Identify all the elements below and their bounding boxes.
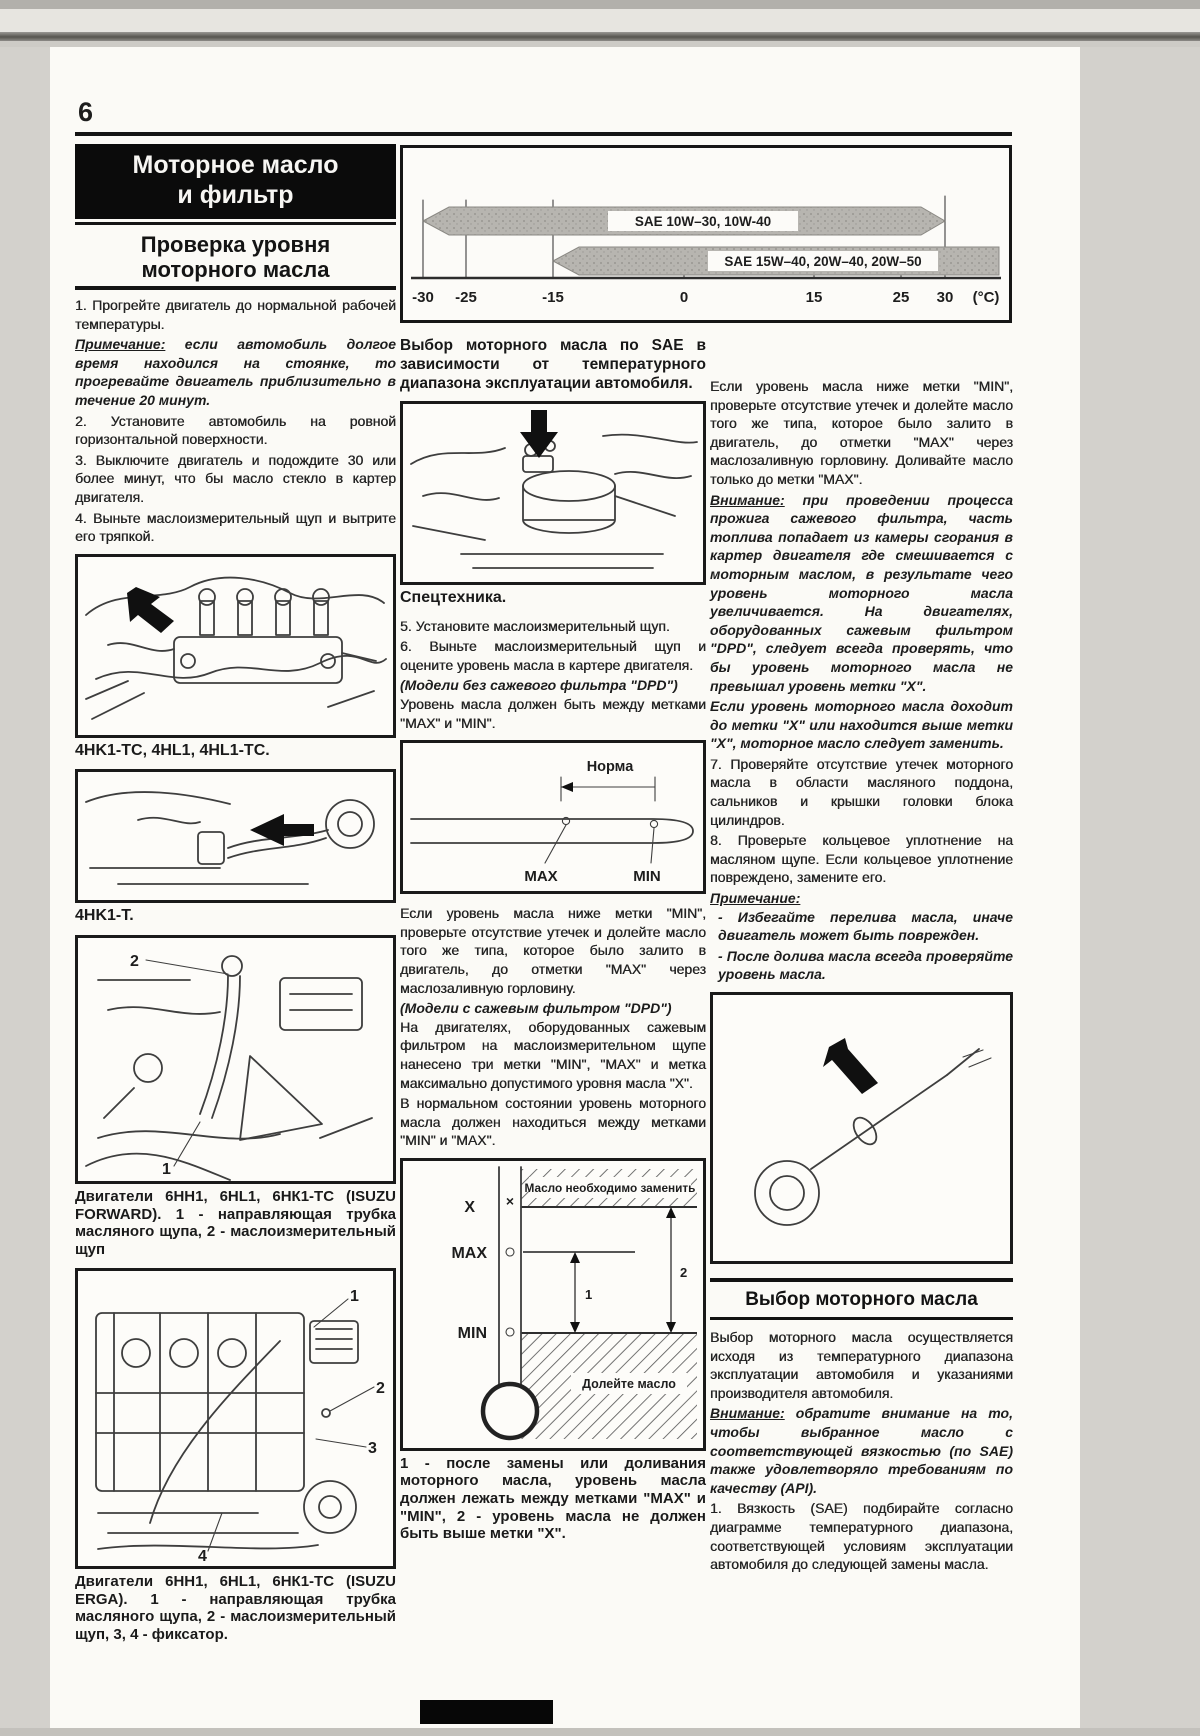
divider <box>75 286 396 290</box>
viscosity-paragraph: 1. Вязкость (SAE) подбирайте согласно диаграмме температурного диапазона, соответствующей условиям эксплуатации автомобиля до следующей замены масла. <box>710 1500 1013 1573</box>
step-8: 8. Проверьте кольцевое уплотнение на масляном щупе. Если кольцевое уплотнение повреждено, замените его. <box>710 832 1013 886</box>
level-requirement: Уровень масла должен быть между метками "MAX" и "MIN". <box>400 695 706 731</box>
note-label: Примечание: <box>710 890 801 907</box>
engine-line-art <box>78 557 393 735</box>
step-5: 5. Установите маслоизмерительный щуп. <box>400 617 670 634</box>
engine-figure-4hk1tc <box>75 554 396 738</box>
engine-figure-4hk1t <box>75 769 396 903</box>
engine-figure-forward <box>75 935 396 1184</box>
engine-figure-erga <box>75 1268 396 1569</box>
figure-caption: Двигатели 6НН1, 6HL1, 6НК1-ТС (ISUZU FORWARD). 1 - направляющая трубка масляного щупа, 2 - маслоизмерительный щуп <box>75 1187 396 1258</box>
note-item: - После долива масла всегда проверяйте уровень масла. <box>718 947 1013 983</box>
axis-unit-label: (°C) <box>972 289 1000 306</box>
page-number: 6 <box>78 97 94 127</box>
dipstick-norma-diagram <box>400 740 706 894</box>
dim-1-label: 1 <box>585 1286 593 1302</box>
manual-page <box>50 47 1080 1736</box>
norma-label: Норма <box>586 759 634 776</box>
tick-label: -15 <box>542 289 564 306</box>
note-paragraph <box>75 335 396 409</box>
norma-min-label: MIN <box>633 868 661 886</box>
normal-state-paragraph: В нормальном состоянии уровень моторного масла должен находиться между метками "MIN" и "MAX". <box>400 1095 706 1149</box>
note-label-paragraph <box>710 889 1013 908</box>
chapter-title <box>75 144 396 219</box>
step-4: 4. Выньте маслоизмерительный щуп и вытрите его тряпкой. <box>75 509 396 545</box>
note-item: - Избегайте перелива масла, иначе двигатель может быть поврежден. <box>718 908 1013 944</box>
norma-diagram-graphic <box>403 743 703 891</box>
sae-oil-chart <box>400 145 1012 323</box>
tick-label: -25 <box>455 289 477 306</box>
warning-body: обратите внимание на то, чтобы выбранное масло с соответствующей вязкостью (по SAE) также удовлетворяло требованиям по качеству (API). <box>710 1405 1013 1496</box>
right-column <box>710 377 1013 1576</box>
step-7: 7. Проверяйте отсутствие утечек моторного масла в области масляного поддона, сальников и крышки головки блока цилиндров. <box>710 755 1013 828</box>
note-body: если автомобиль долгое время находился на стоянке, то прогревайте двигатель приблизительно в течение 20 минут. <box>75 336 396 408</box>
engine-line-art <box>78 772 393 900</box>
warning-paragraph <box>710 1404 1013 1497</box>
norma-max-label: MAX <box>524 868 558 886</box>
step-1: 1. Прогрейте двигатель до нормальной рабочей температуры. <box>75 297 396 332</box>
section-title-oil-selection: Выбор моторного масла <box>710 1278 1013 1320</box>
step-3: 3. Выключите двигатель и подождите 30 или более минут, что бы масло стекло в картер двигателя. <box>75 451 396 505</box>
figure-caption: 4HK1-TC, 4HL1, 4HL1-TC. <box>75 741 270 759</box>
scan-artifact-band <box>0 1728 1200 1736</box>
dim-2-label: 2 <box>680 1264 688 1280</box>
warning-paragraph <box>710 491 1013 696</box>
callout-1: 1 <box>162 1160 171 1178</box>
tick-label: 30 <box>936 289 954 306</box>
oil-level-zones-diagram <box>400 1158 706 1451</box>
divider <box>75 222 396 225</box>
level-x-label: X <box>464 1198 475 1216</box>
tick-label: 15 <box>805 289 823 306</box>
engine-line-art <box>403 404 703 582</box>
figure-caption: 1 - после замены или доливания моторного масла, уровень масла должен лежать между метками "MAX" и "MIN", 2 - уровень масла не должен быть выше метки "X". <box>400 1454 706 1543</box>
scan-artifact-band <box>0 9 1200 32</box>
scan-artifact-band <box>0 32 1200 41</box>
chapter-title-line1: Моторное масло <box>132 151 339 179</box>
tick-label: 25 <box>892 289 910 306</box>
warning-label: Внимание: <box>710 1405 785 1422</box>
chapter-title-line2: и фильтр <box>177 181 294 209</box>
middle-column <box>400 330 706 1553</box>
below-min-paragraph: Если уровень масла ниже метки "MIN", проверьте отсутствие утечек и долейте масло того же типа, которое было залито в двигатель, до отметки "MAX" через маслозаливную горловину. Доливайте масло только до метки "MAX". <box>710 378 1013 487</box>
figure-caption: 4HK1-T. <box>75 907 134 925</box>
tick-label: 0 <box>679 289 689 306</box>
figure-caption: Двигатели 6НН1, 6HL1, 6НК1-ТС (ISUZU ERGA). 1 - направляющая трубка масляного щупа, 2 - маслоизмерительный щуп, 3, 4 - фиксатор. <box>75 1573 396 1644</box>
section-title: Проверка уровня моторного масла <box>140 232 331 282</box>
model-variant-label: (Модели с сажевым фильтром "DPD") <box>400 1000 672 1017</box>
sae-bar1-label: SAE 10W–30, 10W-40 <box>634 214 772 229</box>
note-label: Примечание: <box>75 336 166 353</box>
callout-2: 2 <box>130 952 139 970</box>
level-min-label: MIN <box>457 1324 487 1342</box>
level-diagram-graphic <box>403 1161 703 1448</box>
warning-label: Внимание: <box>710 491 785 508</box>
dipstick-line-art <box>713 995 1010 1261</box>
engine-line-art <box>78 938 393 1181</box>
below-min-paragraph: Если уровень масла ниже метки "MIN", проверьте отсутствие утечек и долейте масло того же типа, которое было залито в двигатель, до отметки "MAX" через маслозаливную горловину. <box>400 905 706 996</box>
dipstick-figure <box>710 992 1013 1264</box>
callout-4: 4 <box>198 1548 207 1566</box>
callout-2: 2 <box>376 1380 385 1398</box>
figure-caption: Спецтехника. <box>400 589 507 606</box>
callout-3: 3 <box>368 1440 377 1458</box>
x-mark: × <box>505 1192 515 1209</box>
pointer-arrow-icon <box>823 1038 878 1094</box>
add-oil-zone-label: Долейте масло <box>582 1376 676 1391</box>
engine-figure-spec <box>400 401 706 585</box>
header-rule <box>75 132 1012 136</box>
left-column <box>75 144 396 1654</box>
warning-paragraph-2: Если уровень моторного масла доходит до метки "X" или находится выше метки "X", моторное масло следует заменить. <box>710 698 1013 752</box>
sae-chart-graphic <box>403 148 1009 318</box>
model-variant-label: (Модели без сажевого фильтра "DPD") <box>400 677 678 694</box>
tick-label: -30 <box>412 289 434 306</box>
step-6: 6. Выньте маслоизмерительный щуп и оцените уровень масла в картере двигателя. <box>400 638 706 673</box>
step-2: 2. Установите автомобиль на ровной горизонтальной поверхности. <box>75 412 396 448</box>
warning-body: при проведении процесса прожига сажевого фильтра, часть топлива попадает из камеры сгорания в картер двигателя где смешивается с моторным маслом, в результате чего уровень моторного масла увеличивается. На двигателях, оборудованных сажевым фильтром "DPD", следует всегда проверять, что бы уровень моторного масла не превышал уровень метки "X". <box>710 491 1013 694</box>
replace-oil-zone-label: Масло необходимо заменить <box>524 1180 696 1195</box>
level-max-label: MAX <box>451 1244 487 1262</box>
scan-artifact-blob <box>420 1700 553 1724</box>
dpd-marks-paragraph: На двигателях, оборудованных сажевым фильтром на маслоизмерительном щупе нанесено три метки "MIN", "MAX" и метка максимально допустимого уровня масла "X". <box>400 1018 706 1091</box>
sae-bar2-label: SAE 15W–40, 20W–40, 20W–50 <box>724 254 922 269</box>
oil-selection-paragraph: Выбор моторного масла осуществляется исходя из температурного диапазона эксплуатации автомобиля и указаниями производителя автомобиля. <box>710 1329 1013 1401</box>
callout-1: 1 <box>350 1288 359 1306</box>
engine-line-art <box>78 1271 393 1566</box>
scan-artifact-band <box>0 0 1200 9</box>
chart-caption: Выбор моторного масла по SAE в зависимости от температурного диапазона эксплуатации автомобиля. <box>400 337 706 392</box>
